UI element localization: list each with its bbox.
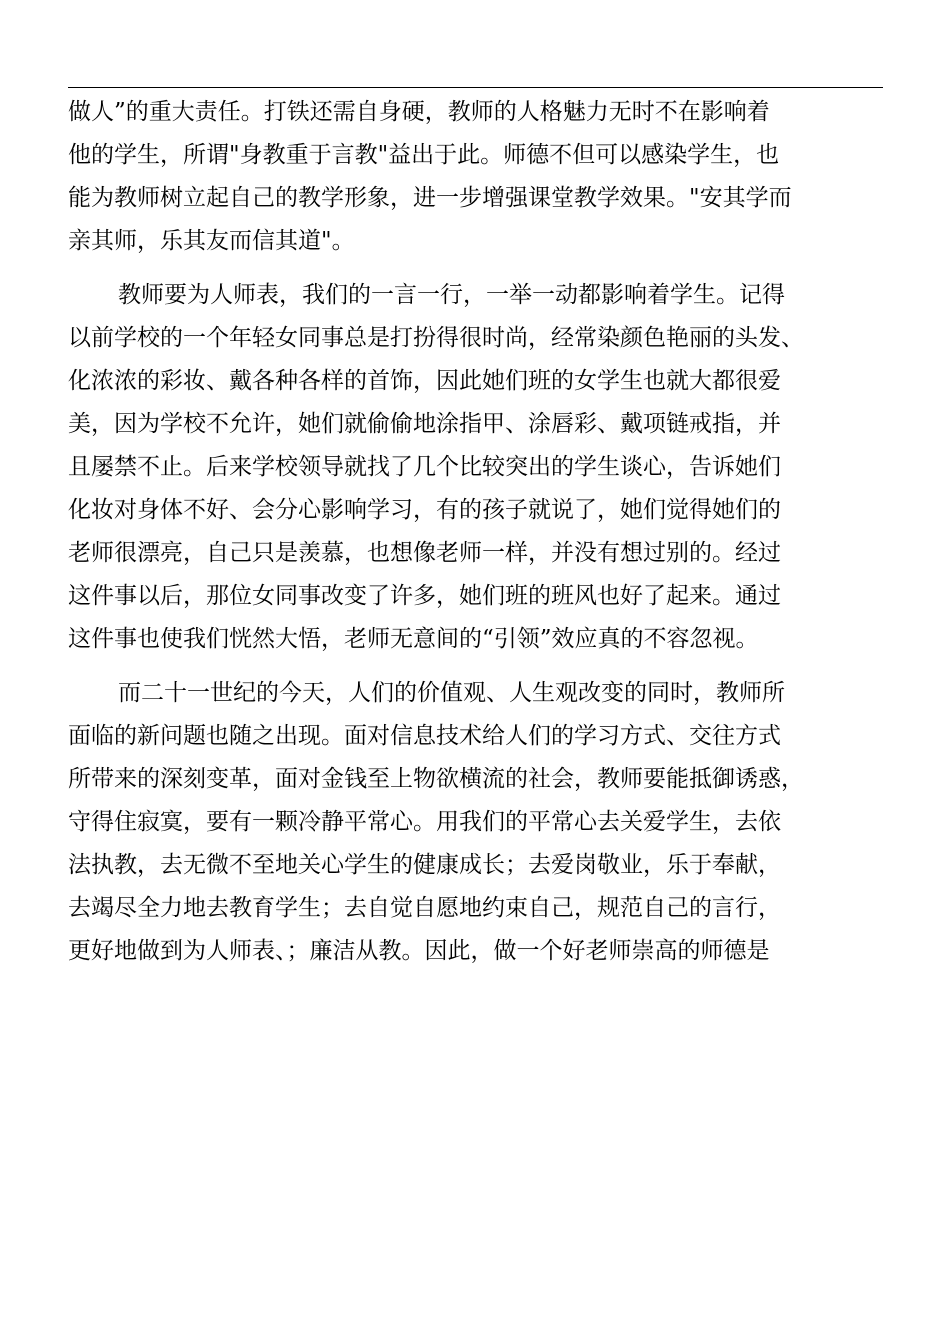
text-line: 能为教师树立起自己的教学形象，进一步增强课堂教学效果。"安其学而 xyxy=(68,185,792,211)
document-body xyxy=(68,91,888,973)
text-line: 美，因为学校不允许，她们就偷偷地涂指甲、涂唇彩、戴项链戒指，并 xyxy=(68,411,781,437)
text-line: 更好地做到为人师表、；廉洁从教。因此，做一个好老师崇高的师德是 xyxy=(68,938,770,964)
text-line: 做人”的重大责任。打铁还需自身硬，教师的人格魅力无时不在影响着 xyxy=(68,99,770,125)
text-line: 化妆对身体不好、会分心影响学习，有的孩子就说了，她们觉得她们的 xyxy=(68,497,781,523)
paragraph xyxy=(68,274,888,661)
text-line: 去竭尽全力地去教育学生；去自觉自愿地约束自己，规范自己的言行， xyxy=(68,895,781,921)
header-rule xyxy=(68,87,883,88)
text-line: 法执教，去无微不至地关心学生的健康成长；去爱岗敬业，乐于奉献， xyxy=(68,852,781,878)
text-line: 这件事以后，那位女同事改变了许多，她们班的班风也好了起来。通过 xyxy=(68,583,781,609)
text-line: 教师要为人师表，我们的一言一行，一举一动都影响着学生。记得 xyxy=(118,282,785,308)
paragraph-gap xyxy=(68,661,888,672)
paragraph xyxy=(68,91,888,263)
text-line: 这件事也使我们恍然大悟，老师无意间的“引领”效应真的不容忽视。 xyxy=(68,626,759,652)
text-line: 以前学校的一个年轻女同事总是打扮得很时尚，经常染颜色艳丽的头发、 xyxy=(68,325,804,351)
text-line: 亲其师，乐其友而信其道"。 xyxy=(68,228,355,254)
text-line: 化浓浓的彩妆、戴各种各样的首饰，因此她们班的女学生也就大都很爱 xyxy=(68,368,781,394)
text-line: 所带来的深刻变革，面对金钱至上物欲横流的社会，教师要能抵御诱惑， xyxy=(68,766,804,792)
paragraph-gap xyxy=(68,263,888,274)
text-line: 且屡禁不止。后来学校领导就找了几个比较突出的学生谈心，告诉她们 xyxy=(68,454,781,480)
text-line: 而二十一世纪的今天，人们的价值观、人生观改变的同时，教师所 xyxy=(118,680,785,706)
text-line: 他的学生，所谓"身教重于言教"益出于此。师德不但可以感染学生，也 xyxy=(68,142,780,168)
text-line: 老师很漂亮，自己只是羡慕，也想像老师一样，并没有想过别的。经过 xyxy=(68,540,781,566)
paragraph xyxy=(68,672,888,973)
text-line: 守得住寂寞，要有一颗冷静平常心。用我们的平常心去关爱学生，去依 xyxy=(68,809,781,835)
text-line: 面临的新问题也随之出现。面对信息技术给人们的学习方式、交往方式 xyxy=(68,723,781,749)
